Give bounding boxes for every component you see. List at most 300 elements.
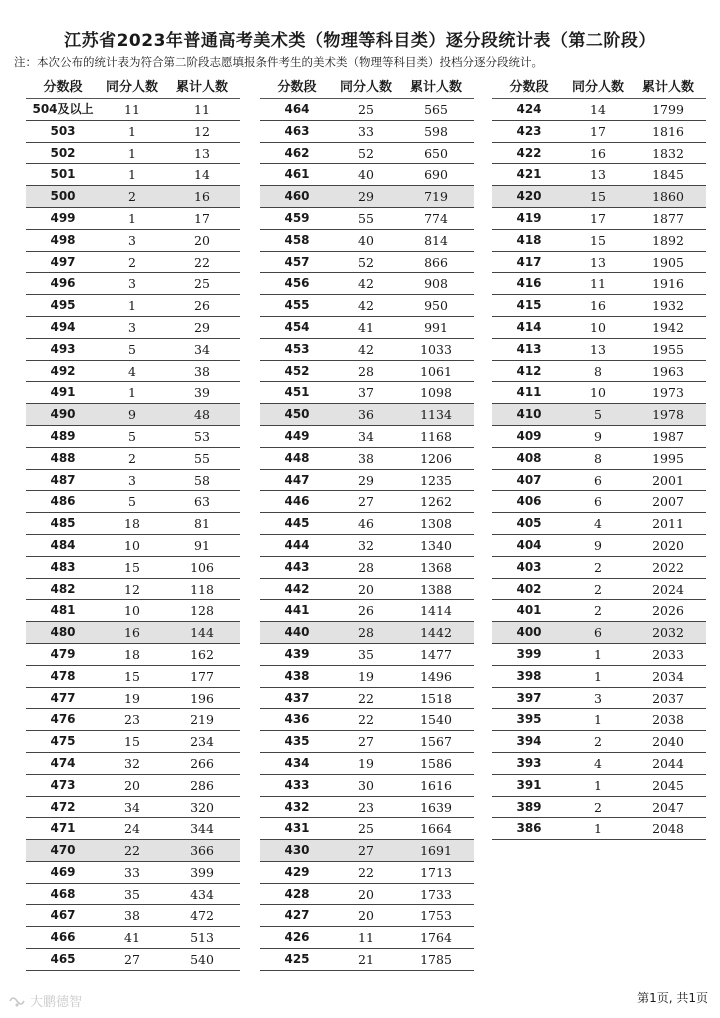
score-cell: 478 [50, 668, 76, 683]
cumulative-cell: 11 [194, 102, 210, 117]
same-count-cell: 19 [358, 755, 374, 771]
cumulative-cell: 1816 [652, 123, 684, 139]
score-cell: 421 [516, 167, 542, 182]
score-cell: 417 [516, 254, 542, 269]
same-count-cell: 36 [358, 407, 374, 423]
header-same-count: 同分人数 [105, 80, 158, 95]
table-row [260, 164, 474, 186]
table-row [260, 99, 474, 121]
watermark-text: 大鹏德智 [30, 995, 83, 1010]
score-cell: 460 [284, 189, 310, 204]
header-cumulative: 累计人数 [175, 80, 228, 95]
cumulative-cell: 63 [194, 494, 210, 510]
table-row [492, 404, 706, 426]
table-row [492, 317, 706, 339]
same-count-cell: 4 [594, 516, 602, 532]
same-count-cell: 32 [124, 755, 140, 771]
score-cell: 459 [284, 210, 310, 225]
cumulative-cell: 2048 [652, 821, 684, 837]
score-cell: 463 [284, 123, 310, 138]
cumulative-cell: 55 [194, 450, 210, 466]
table-row [492, 688, 706, 710]
table-row [492, 797, 706, 819]
score-cell: 434 [284, 755, 310, 770]
cumulative-cell: 1477 [420, 646, 452, 662]
table-row [260, 339, 474, 361]
table-row [260, 448, 474, 470]
table-row [260, 317, 474, 339]
watermark-logo-icon [8, 994, 26, 1008]
score-cell: 394 [516, 734, 542, 749]
cumulative-cell: 2022 [652, 559, 684, 575]
same-count-cell: 10 [590, 385, 606, 401]
table-row [492, 121, 706, 143]
same-count-cell: 35 [124, 886, 140, 902]
score-cell: 494 [50, 319, 76, 334]
table-row [26, 230, 240, 252]
cumulative-cell: 48 [194, 407, 210, 423]
same-count-cell: 22 [358, 712, 374, 728]
score-cell: 472 [50, 799, 76, 814]
cumulative-cell: 1955 [652, 341, 684, 357]
cumulative-cell: 1987 [652, 428, 684, 444]
cumulative-cell: 196 [190, 690, 214, 706]
cumulative-cell: 1368 [420, 559, 452, 575]
table-row [26, 557, 240, 579]
same-count-cell: 2 [594, 559, 602, 575]
header-same-count: 同分人数 [571, 80, 624, 95]
same-count-cell: 29 [358, 472, 374, 488]
table-row [26, 186, 240, 208]
same-count-cell: 24 [124, 821, 140, 837]
table-header [26, 78, 240, 99]
cumulative-cell: 53 [194, 428, 210, 444]
cumulative-cell: 2033 [652, 646, 684, 662]
cumulative-cell: 1932 [652, 298, 684, 314]
header-score: 分数段 [509, 80, 549, 95]
score-cell: 480 [50, 625, 76, 640]
score-cell: 458 [284, 232, 310, 247]
cumulative-cell: 719 [424, 189, 448, 205]
cumulative-cell: 2038 [652, 712, 684, 728]
score-cell: 455 [284, 298, 310, 313]
same-count-cell: 34 [358, 428, 374, 444]
cumulative-cell: 434 [190, 886, 214, 902]
table-row [492, 622, 706, 644]
score-cell: 395 [516, 712, 542, 727]
cumulative-cell: 1713 [420, 864, 452, 880]
score-cell: 411 [516, 385, 542, 400]
table-row [492, 513, 706, 535]
same-count-cell: 13 [590, 341, 606, 357]
score-cell: 475 [50, 734, 76, 749]
same-count-cell: 42 [358, 298, 374, 314]
same-count-cell: 52 [358, 254, 374, 270]
same-count-cell: 22 [124, 843, 140, 859]
cumulative-cell: 91 [194, 537, 210, 553]
cumulative-cell: 472 [190, 908, 214, 924]
score-cell: 442 [284, 581, 310, 596]
score-cell: 426 [284, 930, 310, 945]
cumulative-cell: 22 [194, 254, 210, 270]
table-row [26, 905, 240, 927]
same-count-cell: 10 [124, 603, 140, 619]
same-count-cell: 14 [590, 102, 606, 117]
table-row [260, 731, 474, 753]
table-row [492, 775, 706, 797]
score-cell: 429 [284, 864, 310, 879]
same-count-cell: 3 [128, 276, 136, 292]
score-cell: 462 [284, 145, 310, 160]
same-count-cell: 20 [358, 581, 374, 597]
cumulative-cell: 1414 [420, 603, 452, 619]
same-count-cell: 1 [128, 167, 136, 183]
score-cell: 393 [516, 755, 542, 770]
same-count-cell: 29 [358, 189, 374, 205]
score-cell: 415 [516, 298, 542, 313]
score-cell: 422 [516, 145, 542, 160]
table-row [260, 688, 474, 710]
cumulative-cell: 266 [190, 755, 214, 771]
same-count-cell: 3 [128, 319, 136, 335]
cumulative-cell: 34 [194, 341, 210, 357]
cumulative-cell: 1963 [652, 363, 684, 379]
table-row [492, 99, 706, 121]
score-cell: 502 [50, 145, 76, 160]
same-count-cell: 30 [358, 777, 374, 793]
table-row [492, 666, 706, 688]
cumulative-cell: 2024 [652, 581, 684, 597]
cumulative-cell: 1799 [652, 102, 684, 117]
same-count-cell: 9 [594, 537, 602, 553]
cumulative-cell: 1496 [420, 668, 452, 684]
same-count-cell: 10 [590, 319, 606, 335]
same-count-cell: 41 [124, 930, 140, 946]
table-row [26, 622, 240, 644]
same-count-cell: 34 [124, 799, 140, 815]
cumulative-cell: 118 [190, 581, 214, 597]
score-cell: 456 [284, 276, 310, 291]
cumulative-cell: 162 [190, 646, 214, 662]
score-cell: 401 [516, 603, 542, 618]
score-cell: 466 [50, 930, 76, 945]
table-row [492, 295, 706, 317]
table-row [26, 688, 240, 710]
table-row [260, 622, 474, 644]
same-count-cell: 27 [358, 734, 374, 750]
table-row [26, 840, 240, 862]
same-count-cell: 2 [594, 734, 602, 750]
same-count-cell: 11 [358, 930, 374, 946]
table-row [26, 600, 240, 622]
same-count-cell: 27 [124, 952, 140, 968]
cumulative-cell: 1586 [420, 755, 452, 771]
score-cell: 433 [284, 777, 310, 792]
cumulative-cell: 12 [194, 123, 210, 139]
table-row [260, 404, 474, 426]
cumulative-cell: 1388 [420, 581, 452, 597]
score-cell: 408 [516, 450, 542, 465]
same-count-cell: 2 [128, 450, 136, 466]
table-row [26, 862, 240, 884]
score-cell: 492 [50, 363, 76, 378]
table-row [26, 273, 240, 295]
table-column-1 [26, 78, 240, 971]
score-cell: 398 [516, 668, 542, 683]
score-cell: 485 [50, 516, 76, 531]
same-count-cell: 10 [124, 537, 140, 553]
table-row [260, 775, 474, 797]
cumulative-cell: 38 [194, 363, 210, 379]
table-row [492, 361, 706, 383]
header-same-count: 同分人数 [339, 80, 392, 95]
same-count-cell: 11 [590, 276, 606, 292]
table-row [26, 513, 240, 535]
cumulative-cell: 540 [190, 952, 214, 968]
score-cell: 486 [50, 494, 76, 509]
score-cell: 418 [516, 232, 542, 247]
table-row [26, 99, 240, 121]
score-cell: 476 [50, 712, 76, 727]
same-count-cell: 2 [128, 189, 136, 205]
same-count-cell: 8 [594, 450, 602, 466]
cumulative-cell: 2007 [652, 494, 684, 510]
table-row [26, 535, 240, 557]
same-count-cell: 40 [358, 232, 374, 248]
score-cell: 432 [284, 799, 310, 814]
table-row [26, 579, 240, 601]
cumulative-cell: 908 [424, 276, 448, 292]
score-cell: 404 [516, 537, 542, 552]
score-cell: 443 [284, 559, 310, 574]
cumulative-cell: 2044 [652, 755, 684, 771]
cumulative-cell: 1995 [652, 450, 684, 466]
same-count-cell: 11 [124, 102, 140, 117]
table-row [260, 949, 474, 971]
table-row [492, 579, 706, 601]
same-count-cell: 23 [358, 799, 374, 815]
cumulative-cell: 690 [424, 167, 448, 183]
table-column-2 [260, 78, 474, 971]
table-row [492, 491, 706, 513]
score-cell: 440 [284, 625, 310, 640]
table-row [492, 753, 706, 775]
table-row [260, 644, 474, 666]
cumulative-cell: 20 [194, 232, 210, 248]
table-row [26, 753, 240, 775]
cumulative-cell: 320 [190, 799, 214, 815]
same-count-cell: 1 [594, 777, 602, 793]
same-count-cell: 18 [124, 516, 140, 532]
same-count-cell: 13 [590, 167, 606, 183]
cumulative-cell: 2026 [652, 603, 684, 619]
same-count-cell: 42 [358, 341, 374, 357]
score-cell: 473 [50, 777, 76, 792]
table-row [492, 448, 706, 470]
cumulative-cell: 1033 [420, 341, 452, 357]
score-cell: 406 [516, 494, 542, 509]
same-count-cell: 1 [128, 210, 136, 226]
same-count-cell: 1 [594, 821, 602, 837]
cumulative-cell: 144 [190, 625, 214, 641]
cumulative-cell: 1567 [420, 734, 452, 750]
cumulative-cell: 1753 [420, 908, 452, 924]
score-cell: 487 [50, 472, 76, 487]
cumulative-cell: 344 [190, 821, 214, 837]
cumulative-cell: 1442 [420, 625, 452, 641]
cumulative-cell: 1832 [652, 145, 684, 161]
same-count-cell: 22 [358, 864, 374, 880]
table-row [492, 164, 706, 186]
score-cell: 424 [516, 102, 542, 116]
score-cell: 420 [516, 189, 542, 204]
cumulative-cell: 1235 [420, 472, 452, 488]
same-count-cell: 41 [358, 319, 374, 335]
cumulative-cell: 991 [424, 319, 448, 335]
table-row [260, 382, 474, 404]
cumulative-cell: 128 [190, 603, 214, 619]
table-row [26, 775, 240, 797]
same-count-cell: 19 [358, 668, 374, 684]
table-row [260, 513, 474, 535]
table-row [492, 143, 706, 165]
cumulative-cell: 1892 [652, 232, 684, 248]
same-count-cell: 9 [128, 407, 136, 423]
table-row [260, 273, 474, 295]
cumulative-cell: 1942 [652, 319, 684, 335]
cumulative-cell: 1978 [652, 407, 684, 423]
score-cell: 428 [284, 886, 310, 901]
note-text: 注：本次公布的统计表为符合第二阶段志愿填报条件考生的美术类（物理等科目类）投档分逐分段统计。 [14, 55, 543, 69]
cumulative-cell: 1664 [420, 821, 452, 837]
same-count-cell: 2 [594, 581, 602, 597]
cumulative-cell: 399 [190, 864, 214, 880]
score-cell: 474 [50, 755, 76, 770]
cumulative-cell: 17 [194, 210, 210, 226]
table-row [260, 252, 474, 274]
table-row [26, 404, 240, 426]
score-cell: 446 [284, 494, 310, 509]
same-count-cell: 12 [124, 581, 140, 597]
page-title: 江苏省2023年普通高考美术类（物理等科目类）逐分段统计表（第二阶段） [64, 31, 656, 51]
same-count-cell: 1 [594, 668, 602, 684]
table-row [492, 709, 706, 731]
table-row [260, 797, 474, 819]
cumulative-cell: 598 [424, 123, 448, 139]
same-count-cell: 25 [358, 102, 374, 117]
score-cell: 425 [284, 952, 310, 967]
same-count-cell: 15 [124, 734, 140, 750]
score-cell: 501 [50, 167, 76, 182]
score-cell: 430 [284, 843, 310, 858]
score-cell: 504及以上 [32, 102, 94, 116]
table-row [260, 927, 474, 949]
same-count-cell: 27 [358, 494, 374, 510]
same-count-cell: 16 [590, 145, 606, 161]
table-row [26, 797, 240, 819]
score-cell: 482 [50, 581, 76, 596]
same-count-cell: 20 [358, 886, 374, 902]
table-row [26, 884, 240, 906]
table-row [260, 535, 474, 557]
same-count-cell: 3 [128, 232, 136, 248]
score-cell: 470 [50, 843, 76, 858]
same-count-cell: 33 [124, 864, 140, 880]
same-count-cell: 17 [590, 123, 606, 139]
table-row [492, 535, 706, 557]
table-row [26, 252, 240, 274]
score-cell: 405 [516, 516, 542, 531]
same-count-cell: 1 [594, 712, 602, 728]
same-count-cell: 23 [124, 712, 140, 728]
score-cell: 397 [516, 690, 542, 705]
score-cell: 488 [50, 450, 76, 465]
cumulative-cell: 1308 [420, 516, 452, 532]
table-row [260, 295, 474, 317]
table-row [260, 905, 474, 927]
cumulative-cell: 2045 [652, 777, 684, 793]
cumulative-cell: 81 [194, 516, 210, 532]
cumulative-cell: 219 [190, 712, 214, 728]
same-count-cell: 16 [590, 298, 606, 314]
cumulative-cell: 1540 [420, 712, 452, 728]
table-row [260, 143, 474, 165]
score-cell: 465 [50, 952, 76, 967]
cumulative-cell: 1916 [652, 276, 684, 292]
table-row [26, 208, 240, 230]
score-cell: 399 [516, 646, 542, 661]
table-row [260, 491, 474, 513]
table-row [26, 426, 240, 448]
table-row [260, 186, 474, 208]
score-cell: 391 [516, 777, 542, 792]
table-row [492, 426, 706, 448]
table-row [492, 557, 706, 579]
table-row [260, 121, 474, 143]
cumulative-cell: 513 [190, 930, 214, 946]
cumulative-cell: 814 [424, 232, 448, 248]
table-row [26, 818, 240, 840]
table-row [492, 382, 706, 404]
same-count-cell: 1 [128, 145, 136, 161]
table-row [260, 884, 474, 906]
cumulative-cell: 1616 [420, 777, 452, 793]
table-row [260, 361, 474, 383]
table-row [260, 579, 474, 601]
same-count-cell: 38 [358, 450, 374, 466]
cumulative-cell: 2037 [652, 690, 684, 706]
score-cell: 481 [50, 603, 76, 618]
same-count-cell: 40 [358, 167, 374, 183]
table-row [26, 491, 240, 513]
same-count-cell: 8 [594, 363, 602, 379]
table-row [26, 927, 240, 949]
score-cell: 407 [516, 472, 542, 487]
table-row [26, 448, 240, 470]
score-cell: 412 [516, 363, 542, 378]
score-cell: 409 [516, 428, 542, 443]
table-row [260, 862, 474, 884]
same-count-cell: 4 [594, 755, 602, 771]
cumulative-cell: 2001 [652, 472, 684, 488]
table-row [492, 186, 706, 208]
same-count-cell: 15 [590, 189, 606, 205]
score-cell: 497 [50, 254, 76, 269]
same-count-cell: 2 [594, 603, 602, 619]
table-row [26, 143, 240, 165]
cumulative-cell: 2047 [652, 799, 684, 815]
cumulative-cell: 1340 [420, 537, 452, 553]
